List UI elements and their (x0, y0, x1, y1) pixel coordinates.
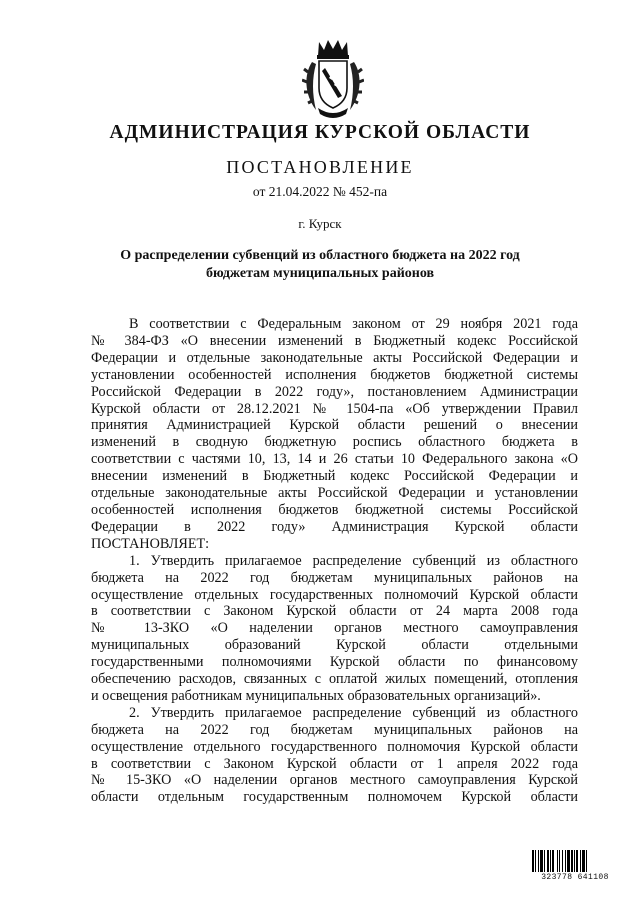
title-line: О распределении субвенций из областного бюджета на 2022 год (120, 248, 520, 263)
document-city: г. Курск (298, 216, 342, 231)
text-line: В соответствии с Федеральным законом от 29 ноября 2021 года (129, 316, 578, 332)
paragraph-item-1 (91, 553, 578, 705)
paragraph-item-2 (91, 705, 578, 806)
text-line: № 15-ЗКО «О наделении органов местного самоуправления Курской (91, 772, 578, 789)
text-line: № 13-ЗКО «О наделении органов местного самоуправления (91, 620, 578, 637)
text-line: соответствии с частями 10, 13, 14 и 26 статьи 10 Федерального закона «О (91, 451, 578, 468)
document-body (91, 316, 578, 806)
text-line: ПОСТАНОВЛЯЕТ: (91, 535, 210, 552)
text-line: муниципальных образований Курской области отдельными (91, 637, 578, 654)
text-line: Федерации и отдельные законодательные акты Российской Федерации и (91, 349, 578, 366)
title-line: бюджетам муниципальных районов (205, 266, 435, 281)
text-line: в соответствии с Законом Курской области от 1 апреля 2022 года (91, 755, 578, 772)
text-line: государственными полномочиями Курской области по финансовому (91, 654, 578, 671)
text-line: изменений в сводную бюджетную роспись областного бюджета в (91, 434, 578, 451)
paragraph-preamble (91, 316, 578, 553)
text-line: 1. Утвердить прилагаемое распределение субвенций из областного (129, 552, 578, 569)
text-line: бюджета на 2022 год бюджетам муниципальных районов на (91, 721, 578, 738)
text-line: принятия Администрацией Курской области решений о внесении (91, 417, 578, 434)
barcode-number: 323778 641108 (541, 873, 609, 882)
document-type: ПОСТАНОВЛЕНИЕ (226, 157, 414, 177)
text-line: в соответствии с Законом Курской области от 24 марта 2008 года (91, 603, 578, 620)
text-line: осуществление отдельного государственного полномочия Курской области (91, 738, 578, 755)
text-line: установлении особенностей исполнения бюджетов бюджетной системы (91, 366, 578, 383)
text-line: Курской области от 28.12.2021 № 1504-па «Об утверждении Правил (91, 400, 578, 417)
text-line: осуществление отдельных государственных полномочий Курской области (91, 586, 578, 603)
text-line: и освещения работникам муниципальных образовательных организаций». (91, 687, 541, 704)
text-line: отдельные законодательные акты Российской Федерации и установлении (91, 485, 578, 502)
text-line: внесении изменений в Бюджетный кодекс Российской Федерации и (91, 468, 578, 485)
text-line: 2. Утвердить прилагаемое распределение субвенций из областного (129, 704, 578, 721)
text-line: Федерации в 2022 году» Администрация Курской области (91, 518, 578, 535)
text-line: обеспечению расходов, связанных с оплатой жилых помещений, отопления (91, 671, 578, 688)
document-title (90, 247, 550, 283)
text-line: Российской Федерации в 2022 году», постановлением Администрации (91, 383, 578, 400)
coat-of-arms-icon (302, 38, 364, 118)
text-line: особенностей исполнения бюджетов бюджетной системы Российской (91, 501, 578, 518)
document-date-number: от 21.04.2022 № 452-па (252, 184, 388, 199)
organization-name: АДМИНИСТРАЦИЯ КУРСКОЙ ОБЛАСТИ (109, 122, 531, 143)
text-line: бюджета на 2022 год бюджетам муниципальных районов на (91, 569, 578, 586)
text-line: области отдельным государственным полномочем Курской области (91, 789, 578, 806)
text-line: № 384-ФЗ «О внесении изменений в Бюджетный кодекс Российской (91, 332, 578, 349)
